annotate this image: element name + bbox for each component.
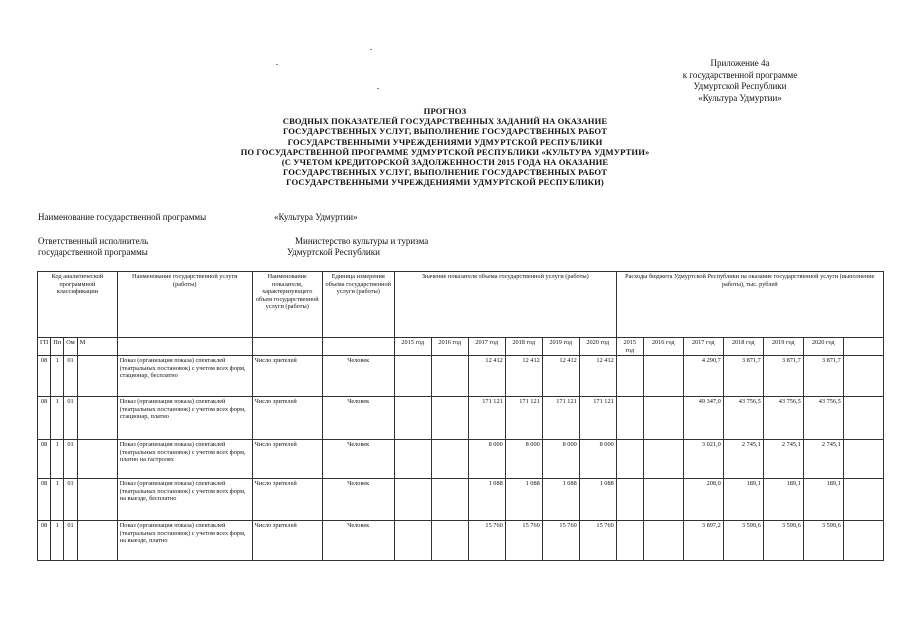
table-row xyxy=(38,356,884,397)
appendix-line: Удмуртской Республики xyxy=(693,81,787,91)
title-line: ГОСУДАРСТВЕННЫХ УСЛУГ, ВЫПОЛНЕНИЕ ГОСУДАРСТВЕННЫХ РАБОТ xyxy=(282,126,608,137)
appendix-line: Приложение 4а xyxy=(710,58,770,68)
expense-year: 2019 год xyxy=(763,338,803,356)
code-pp: 1 xyxy=(51,521,64,561)
expense-value xyxy=(616,521,643,561)
expense-value: 3 599,6 xyxy=(803,521,843,561)
expense-value xyxy=(616,479,643,521)
subheader-empty xyxy=(252,338,322,356)
service-name: Показ (организация показа) спектаклей (театральных постановок) с учетом всех форм, на выезде, бесплатно xyxy=(117,479,252,521)
expense-value: 189,1 xyxy=(723,479,763,521)
expense-spacer xyxy=(843,479,883,521)
expense-value: 2 745,1 xyxy=(723,440,763,479)
volume-value xyxy=(431,397,468,440)
executor-label-line: Ответственный исполнитель xyxy=(38,236,149,246)
executor-value xyxy=(287,236,429,258)
volume-value: 12 412 xyxy=(468,356,505,397)
expense-year: 2016 год xyxy=(643,338,683,356)
indicator-name: Число зрителей xyxy=(252,397,322,440)
expense-spacer xyxy=(843,397,883,440)
header-code: Код аналитической программной классификации xyxy=(38,272,118,338)
expense-year: 2018 год xyxy=(723,338,763,356)
header-service: Наименование государственной услуги (работы) xyxy=(117,272,252,338)
code-pp: 1 xyxy=(51,479,64,521)
volume-year: 2017 год xyxy=(468,338,505,356)
title-line: ГОСУДАРСТВЕННЫМИ УЧРЕЖДЕНИЯМИ УДМУРТСКОЙ РЕСПУБЛИКИ) xyxy=(286,177,604,188)
volume-value: 12 412 xyxy=(579,356,616,397)
forecast-table xyxy=(37,271,884,561)
executor-label-line: государственной программы xyxy=(38,247,148,257)
code-m xyxy=(77,356,117,397)
code-om: 01 xyxy=(64,479,78,521)
expense-value: 3 871,7 xyxy=(803,356,843,397)
expense-spacer xyxy=(843,521,883,561)
executor-value-line: Министерство культуры и туризма xyxy=(295,236,429,246)
code-m xyxy=(77,479,117,521)
subheader-m: М xyxy=(77,338,117,356)
table-row xyxy=(38,521,884,561)
volume-value: 12 412 xyxy=(505,356,542,397)
volume-value: 171 121 xyxy=(579,397,616,440)
expense-value: 2 745,1 xyxy=(763,440,803,479)
appendix-line: к государственной программе xyxy=(682,69,798,80)
volume-value: 15 760 xyxy=(542,521,579,561)
indicator-name: Число зрителей xyxy=(252,521,322,561)
code-gp: 08 xyxy=(38,440,51,479)
volume-value: 8 000 xyxy=(542,440,579,479)
service-name: Показ (организация показа) спектаклей (театральных постановок) с учетом всех форм, стационар, бесплатно xyxy=(117,356,252,397)
expense-value xyxy=(643,440,683,479)
expense-value xyxy=(616,397,643,440)
executor-value-line: Удмуртской Республики xyxy=(287,247,380,257)
volume-value: 15 760 xyxy=(505,521,542,561)
expense-value: 208,0 xyxy=(683,479,723,521)
expense-year: 2020 год xyxy=(803,338,843,356)
table-row xyxy=(38,397,884,440)
expense-value: 43 756,5 xyxy=(803,397,843,440)
volume-value: 171 121 xyxy=(542,397,579,440)
header-expenses: Расходы бюджета Удмуртской Республики на оказание государственной услуги (выполнение работы), тыс. рублей xyxy=(616,272,883,338)
expense-value xyxy=(643,521,683,561)
program-value: «Культура Удмуртии» xyxy=(274,212,358,222)
table-row xyxy=(38,479,884,521)
indicator-name: Число зрителей xyxy=(252,440,322,479)
volume-value: 1 088 xyxy=(505,479,542,521)
code-om: 01 xyxy=(64,440,78,479)
subheader-empty xyxy=(322,338,394,356)
unit-name: Человек xyxy=(322,356,394,397)
appendix-line: «Культура Удмуртии» xyxy=(698,92,782,103)
expense-value: 3 871,7 xyxy=(763,356,803,397)
volume-year: 2016 год xyxy=(431,338,468,356)
volume-value: 1 088 xyxy=(542,479,579,521)
code-pp: 1 xyxy=(51,356,64,397)
scan-speck xyxy=(276,64,278,65)
volume-year: 2018 год xyxy=(505,338,542,356)
expense-value: 3 021,0 xyxy=(683,440,723,479)
expense-value xyxy=(616,440,643,479)
code-om: 01 xyxy=(64,397,78,440)
volume-value xyxy=(394,356,431,397)
volume-value xyxy=(431,440,468,479)
code-m xyxy=(77,521,117,561)
expense-value: 4 290,7 xyxy=(683,356,723,397)
subheader-empty xyxy=(117,338,252,356)
code-m xyxy=(77,397,117,440)
volume-value: 171 121 xyxy=(468,397,505,440)
title-line: ПО ГОСУДАРСТВЕННОЙ ПРОГРАММЕ УДМУРТСКОЙ РЕСПУБЛИКИ «КУЛЬТУРА УДМУРТИИ» xyxy=(240,146,650,157)
expense-value: 43 756,5 xyxy=(763,397,803,440)
title-line: (С УЧЕТОМ КРЕДИТОРСКОЙ ЗАДОЛЖЕННОСТИ 2015 ГОДА НА ОКАЗАНИЕ xyxy=(281,157,609,168)
expense-year: 2017 год xyxy=(683,338,723,356)
volume-value: 12 412 xyxy=(542,356,579,397)
program-label: Наименование государственной программы xyxy=(38,212,207,222)
volume-value: 8 000 xyxy=(505,440,542,479)
volume-value xyxy=(394,440,431,479)
table-subheader-row xyxy=(38,338,884,356)
code-om: 01 xyxy=(64,521,78,561)
expense-value xyxy=(643,397,683,440)
code-gp: 08 xyxy=(38,479,51,521)
volume-year: 2020 год xyxy=(579,338,616,356)
expense-spacer xyxy=(843,356,883,397)
service-name: Показ (организация показа) спектаклей (театральных постановок) с учетом всех форм, на выезде, платно xyxy=(117,521,252,561)
title-line: ГОСУДАРСТВЕННЫМИ УЧРЕЖДЕНИЯМИ УДМУРТСКОЙ РЕСПУБЛИКИ xyxy=(287,136,603,147)
expense-value: 189,1 xyxy=(763,479,803,521)
header-unit: Единица измерения объема государственной услуги (работы) xyxy=(322,272,394,338)
code-pp: 1 xyxy=(51,440,64,479)
document-title xyxy=(180,106,710,188)
expense-value: 3 599,6 xyxy=(723,521,763,561)
volume-value xyxy=(394,397,431,440)
unit-name: Человек xyxy=(322,521,394,561)
table-row xyxy=(38,440,884,479)
volume-value xyxy=(431,479,468,521)
expense-value: 2 745,1 xyxy=(803,440,843,479)
expense-value: 3 897,2 xyxy=(683,521,723,561)
indicator-name: Число зрителей xyxy=(252,356,322,397)
table-header-row xyxy=(38,272,884,338)
expense-value: 3 599,6 xyxy=(763,521,803,561)
volume-value: 171 121 xyxy=(505,397,542,440)
unit-name: Человек xyxy=(322,397,394,440)
code-gp: 08 xyxy=(38,356,51,397)
volume-year: 2015 год xyxy=(394,338,431,356)
volume-value: 15 760 xyxy=(468,521,505,561)
expense-year: 2015 год xyxy=(616,338,643,356)
expense-value: 49 347,0 xyxy=(683,397,723,440)
title-line: ГОСУДАРСТВЕННЫХ УСЛУГ, ВЫПОЛНЕНИЕ ГОСУДАРСТВЕННЫХ РАБОТ xyxy=(282,167,608,178)
scan-speck xyxy=(377,88,379,89)
expense-value: 3 871,7 xyxy=(723,356,763,397)
volume-value: 8 000 xyxy=(468,440,505,479)
expense-value xyxy=(643,479,683,521)
volume-value: 1 088 xyxy=(468,479,505,521)
unit-name: Человек xyxy=(322,440,394,479)
volume-value xyxy=(431,521,468,561)
service-name: Показ (организация показа) спектаклей (театральных постановок) с учетом всех форм, платно на гастролях xyxy=(117,440,252,479)
executor-label xyxy=(38,236,148,258)
volume-value: 1 088 xyxy=(579,479,616,521)
volume-value xyxy=(394,479,431,521)
table-body xyxy=(38,356,884,561)
header-indicator: Наименование показателя, характеризующего объем государственной услуги (работы) xyxy=(252,272,322,338)
appendix-block xyxy=(640,58,840,104)
expense-spacer xyxy=(843,338,883,356)
volume-value xyxy=(394,521,431,561)
title-line: СВОДНЫХ ПОКАЗАТЕЛЕЙ ГОСУДАРСТВЕННЫХ ЗАДАНИЙ НА ОКАЗАНИЕ xyxy=(282,116,608,127)
scan-speck xyxy=(370,49,372,50)
subheader-pp: Пп xyxy=(51,338,64,356)
service-name: Показ (организация показа) спектаклей (театральных постановок) с учетом всех форм, стационар, платно xyxy=(117,397,252,440)
unit-name: Человек xyxy=(322,479,394,521)
expense-value: 43 756,5 xyxy=(723,397,763,440)
code-gp: 08 xyxy=(38,521,51,561)
code-m xyxy=(77,440,117,479)
code-pp: 1 xyxy=(51,397,64,440)
code-gp: 08 xyxy=(38,397,51,440)
subheader-om: Ом xyxy=(64,338,78,356)
expense-value: 189,1 xyxy=(803,479,843,521)
expense-spacer xyxy=(843,440,883,479)
title-line: ПРОГНОЗ xyxy=(423,106,467,116)
expense-value xyxy=(616,356,643,397)
header-volume: Значение показателя объема государственной услуги (работы) xyxy=(394,272,616,338)
volume-value: 15 760 xyxy=(579,521,616,561)
volume-year: 2019 год xyxy=(542,338,579,356)
volume-value: 8 000 xyxy=(579,440,616,479)
expense-value xyxy=(643,356,683,397)
volume-value xyxy=(431,356,468,397)
indicator-name: Число зрителей xyxy=(252,479,322,521)
code-om: 01 xyxy=(64,356,78,397)
subheader-gp: ГП xyxy=(38,338,51,356)
